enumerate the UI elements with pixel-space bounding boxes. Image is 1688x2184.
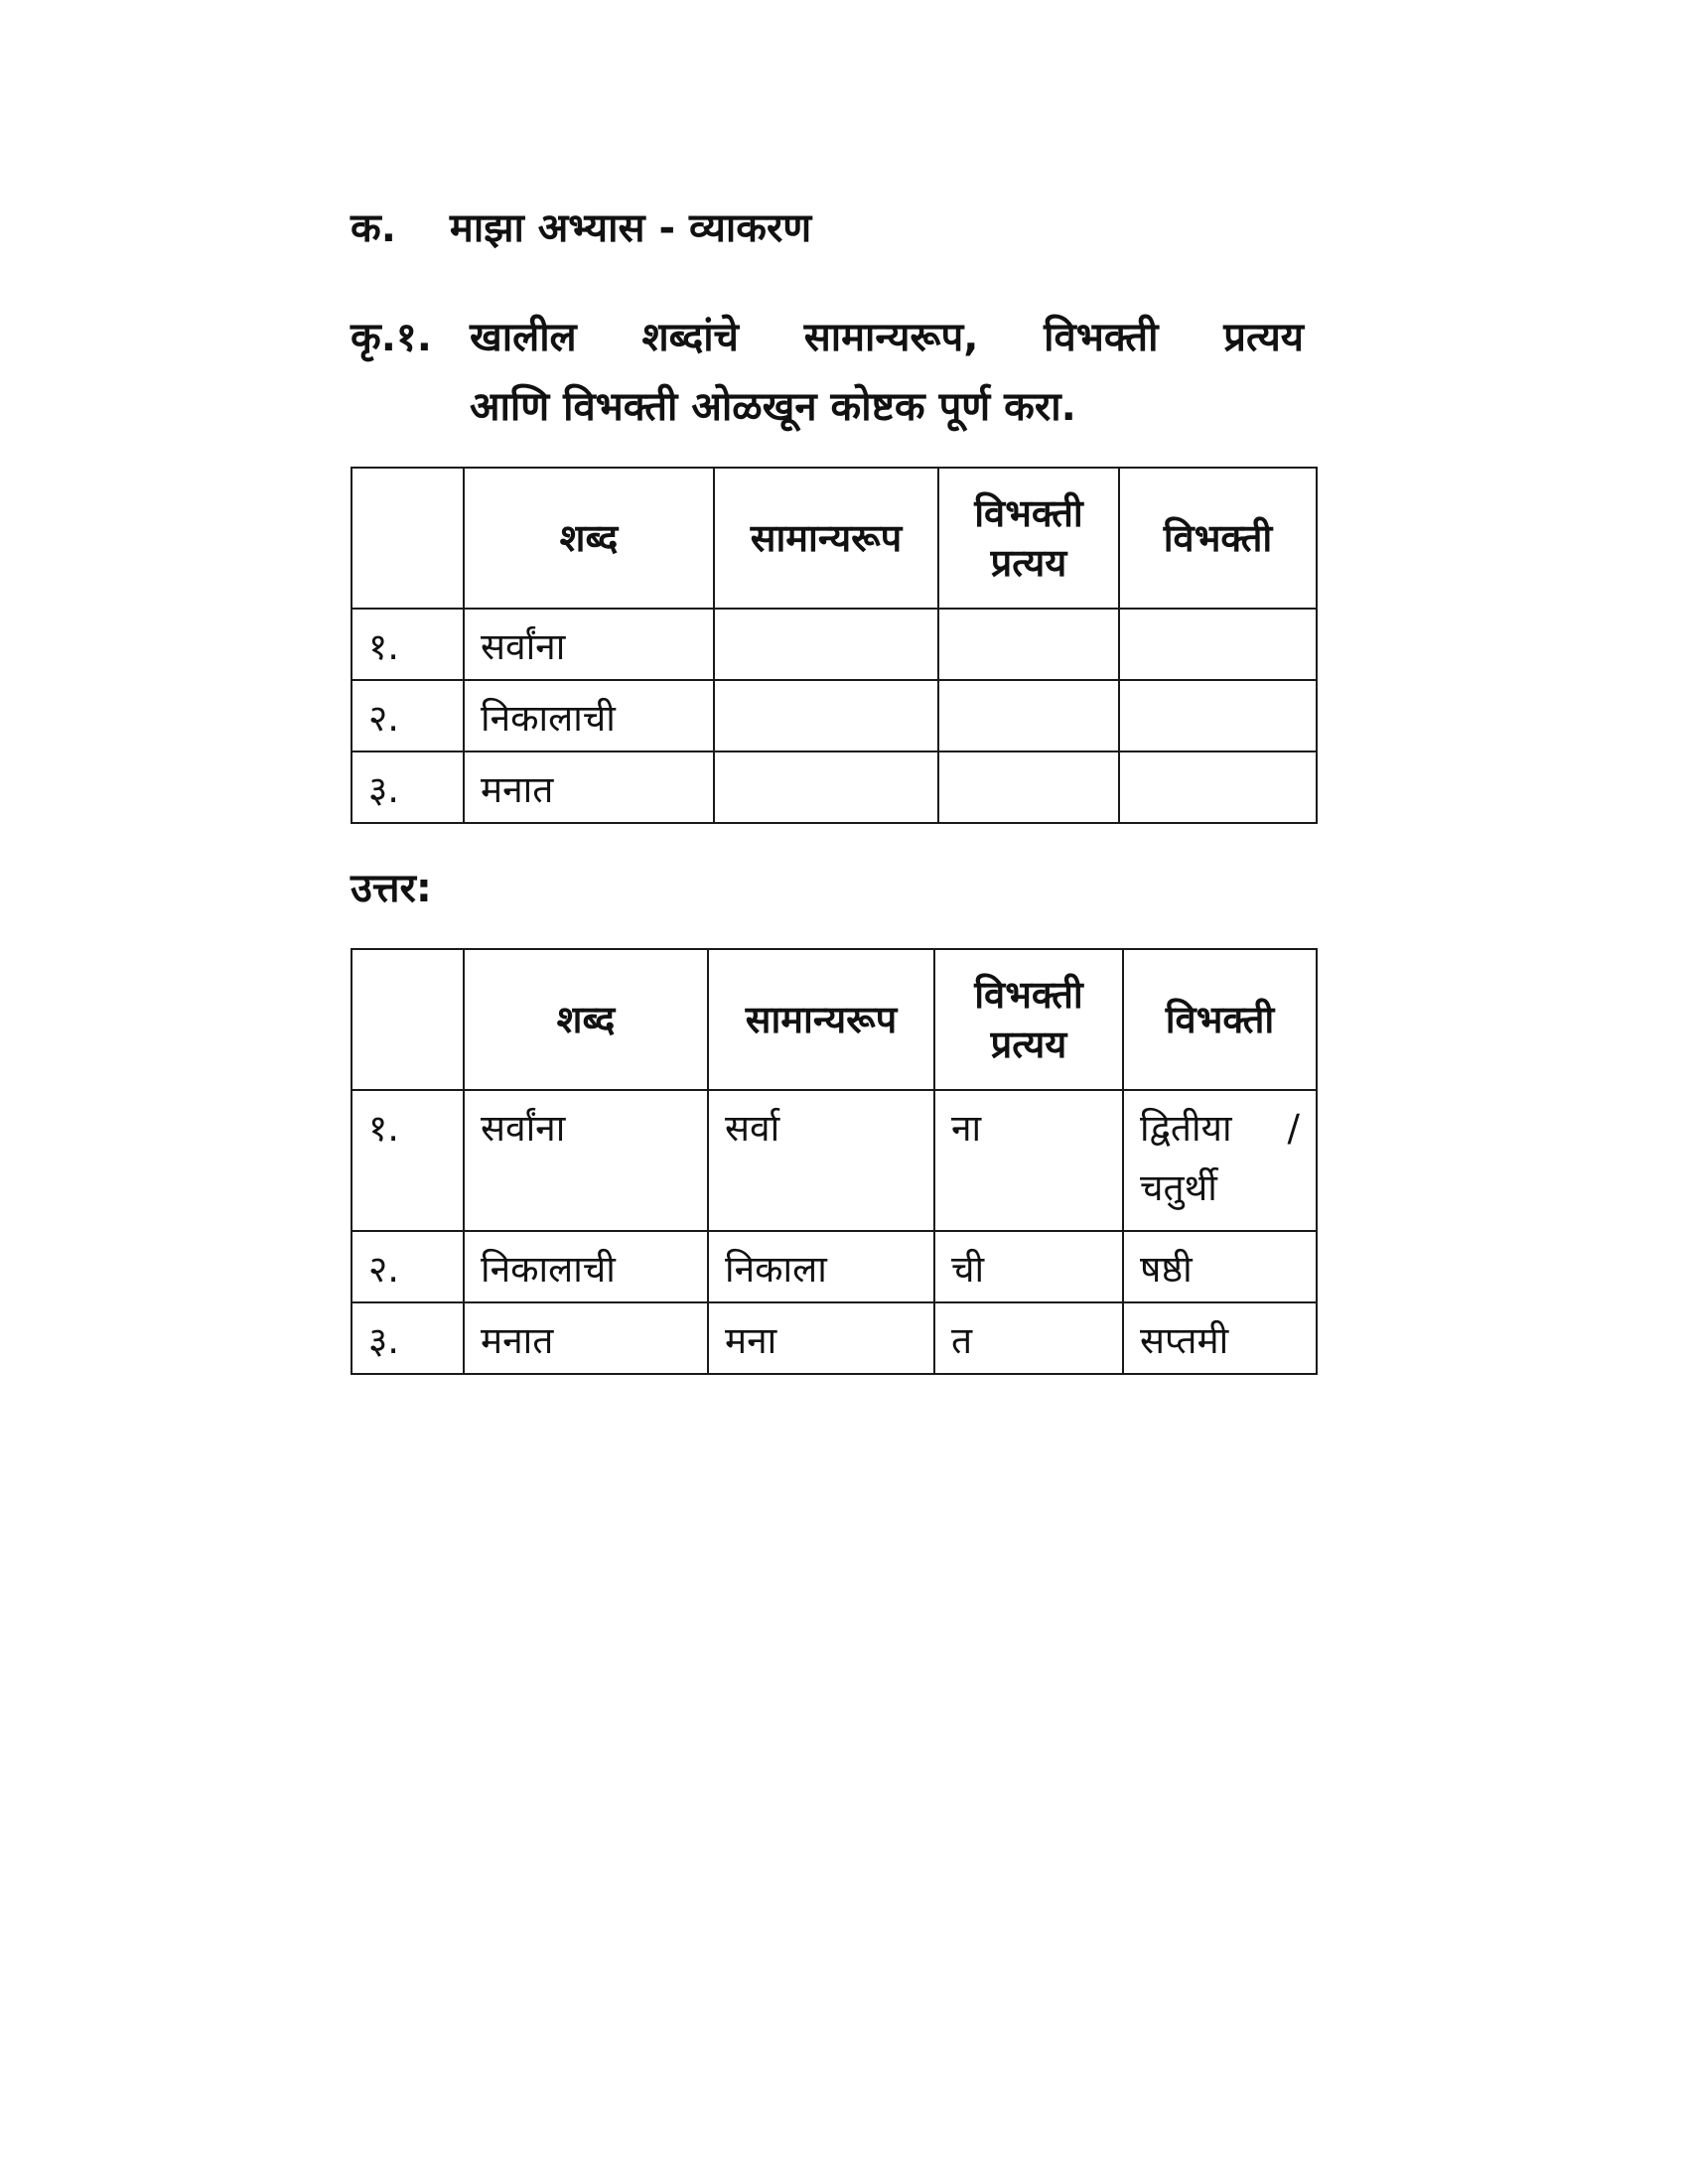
blank-suffix xyxy=(938,609,1119,680)
row-case: सप्तमी xyxy=(1123,1302,1317,1374)
blank-case xyxy=(1119,680,1317,751)
row-word: निकालाची xyxy=(464,680,714,751)
header-serial xyxy=(352,468,464,609)
blank-common-form xyxy=(714,680,938,751)
header-suffix-line2: प्रत्यय xyxy=(990,541,1067,585)
header-suffix xyxy=(938,468,1119,609)
header-common-form: सामान्यरूप xyxy=(714,468,938,609)
table-header-row xyxy=(352,949,1317,1090)
blank-case xyxy=(1119,609,1317,680)
question-table xyxy=(351,467,1318,824)
header-serial xyxy=(352,949,464,1090)
row-case-line2: चतुर्थी xyxy=(1140,1166,1217,1209)
row-number: १. xyxy=(352,1090,464,1231)
row-word: मनात xyxy=(464,1302,708,1374)
blank-common-form xyxy=(714,609,938,680)
row-word: सर्वांना xyxy=(464,1090,708,1231)
row-case: षष्ठी xyxy=(1123,1231,1317,1302)
blank-case xyxy=(1119,751,1317,823)
row-suffix: त xyxy=(934,1302,1123,1374)
blank-suffix xyxy=(938,680,1119,751)
row-number: ३. xyxy=(352,751,464,823)
row-common-form: सर्वा xyxy=(708,1090,934,1231)
header-suffix-line2: प्रत्यय xyxy=(990,1023,1067,1066)
table-row xyxy=(352,680,1317,751)
row-suffix: ना xyxy=(934,1090,1123,1231)
header-word: शब्द xyxy=(464,949,708,1090)
table-row xyxy=(352,1302,1317,1374)
header-common-form: सामान्यरूप xyxy=(708,949,934,1090)
row-number: १. xyxy=(352,609,464,680)
header-suffix-line1: विभक्ती xyxy=(974,491,1083,535)
row-word: सर्वांना xyxy=(464,609,714,680)
section-marker: क. xyxy=(351,205,396,251)
header-case: विभक्ती xyxy=(1119,468,1317,609)
table-row xyxy=(352,751,1317,823)
row-common-form: निकाला xyxy=(708,1231,934,1302)
row-word: निकालाची xyxy=(464,1231,708,1302)
header-case: विभक्ती xyxy=(1123,949,1317,1090)
header-suffix xyxy=(934,949,1123,1090)
answer-label: उत्तर: xyxy=(351,866,432,911)
table-row xyxy=(352,1090,1317,1231)
table-row xyxy=(352,1231,1317,1302)
section-title: माझा अभ्यास - व्याकरण xyxy=(449,205,812,251)
header-suffix-line1: विभक्ती xyxy=(974,973,1083,1017)
row-number: ३. xyxy=(352,1302,464,1374)
blank-suffix xyxy=(938,751,1119,823)
blank-common-form xyxy=(714,751,938,823)
header-word: शब्द xyxy=(464,468,714,609)
row-number: २. xyxy=(352,680,464,751)
question-text-line2: आणि विभक्ती ओळखून कोष्टक पूर्ण करा. xyxy=(470,384,1076,430)
table-header-row xyxy=(352,468,1317,609)
row-case-line1: द्वितीया / xyxy=(1140,1107,1300,1150)
row-word: मनात xyxy=(464,751,714,823)
table-row xyxy=(352,609,1317,680)
question-text-line1: खालील शब्दांचे सामान्यरूप, विभक्ती प्रत्यय xyxy=(470,315,1304,360)
answer-table xyxy=(351,948,1318,1375)
row-case xyxy=(1123,1090,1317,1231)
row-common-form: मना xyxy=(708,1302,934,1374)
section-heading xyxy=(351,199,811,258)
row-number: २. xyxy=(352,1231,464,1302)
question-number: कृ.१. xyxy=(351,315,432,360)
row-suffix: ची xyxy=(934,1231,1123,1302)
